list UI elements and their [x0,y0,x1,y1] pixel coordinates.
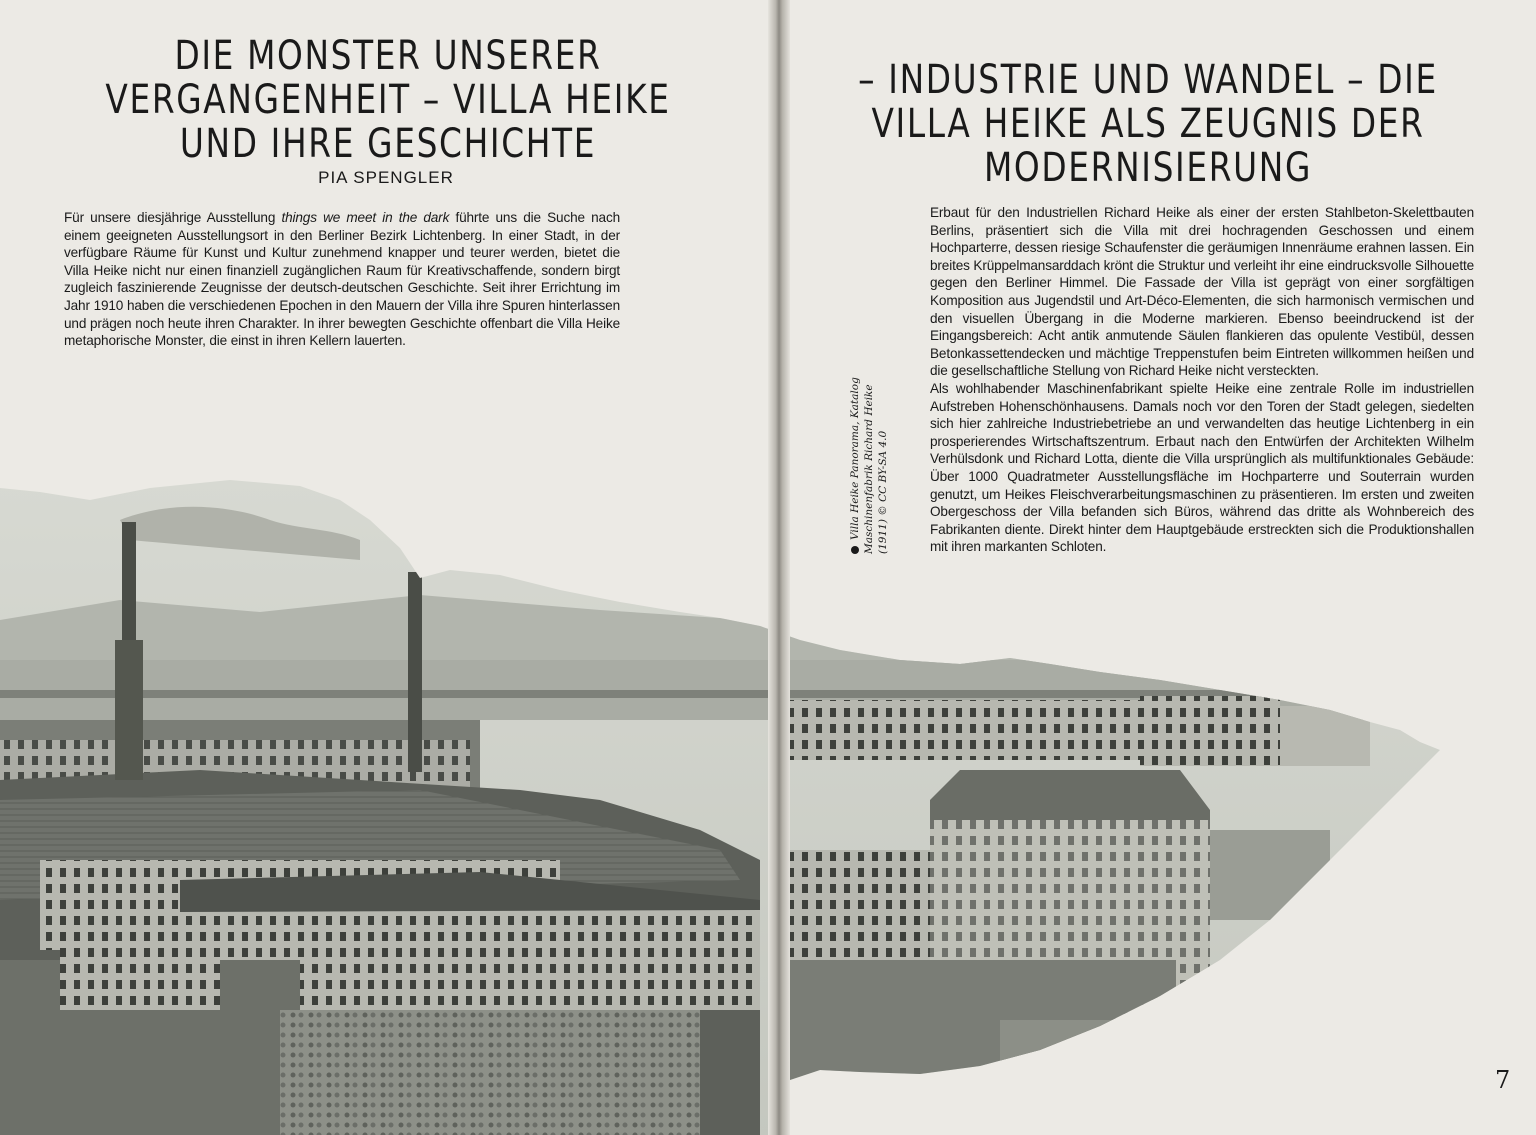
author-name: PIA SPENGLER [318,168,454,187]
bullet-icon [851,546,859,554]
right-page-body [930,204,1474,556]
exhibition-title: things we meet in the dark [281,210,450,225]
left-page-title: DIE MONSTER UNSERER VERGANGENHEIT – VILLA HEIKE UND IHRE GESCHICHTE [105,33,671,167]
right-page-title: – INDUSTRIE UND WANDEL – DIE VILLA HEIKE ALS ZEUGNIS DER MODERNISIERUNG [858,57,1438,191]
right-page-paragraph-1: Erbaut für den Industriellen Richard Heike als einer der ersten Stahlbeton-Skelettbauten Berlins, präsentiert sich die Villa mit drei hochragenden Geschossen und einem Hochparterre, dessen riesige Schaufenster die geräumigen Innenräume erahnen lassen. Ein breites Krüppelmansarddach krönt die Struktur und verleiht ihr eine eindrucksvolle Silhouette gegen den Berliner Himmel. Die Fassade der Villa ist geprägt von einer sorgfältigen Komposition aus Jugendstil und Art-Déco-Elementen, die sich harmonisch vermischen und den visuellen Übergang in die Moderne markieren. Ebenso beeindruckend ist der Eingangsbereich: Acht antik anmutende Säulen flankieren das opulente Vestibül, dessen Betonkassettendecken und mächtige Treppenstufen beim Eintreten willkommen heißen und die gesellschaftliche Stellung von Richard Heike nicht versteckten. [930,205,1474,379]
page-number: 7 [1495,1066,1511,1094]
image-caption: Villa Heike Panorama, Katalog Maschinenfabrik Richard Heike (1911) © CC BY-SA 4.0 [849,377,889,554]
right-page-paragraph-2: Als wohlhabender Maschinenfabrikant spielte Heike eine zentrale Rolle im industriellen Aufstreben Hohenschönhausens. Damals noch vor den Toren der Stadt gelegen, siedelten sich hier zahlreiche Industriebetriebe an und verwandelten das heutige Lichtenberg in ein prosperierendes Wirtschaftszentrum. Erbaut nach den Entwürfen der Architekten Wilhelm Verhülsdonk und Richard Lotta, diente die Villa ursprünglich als multifunktionales Gebäude: Über 1000 Quadratmeter Ausstellungsfläche im Hochparterre und Souterrain wurden genutzt, um Heikes Fleischverarbeitungsmaschinen zu präsentieren. Im ersten und zweiten Obergeschoss der Villa befanden sich Büros, während das dritte als Wohnbereich des Fabrikanten diente. Direkt hinter dem Hauptgebäude erstreckten sich die Produktionshallen mit ihren markanten Schloten. [930,380,1474,555]
book-gutter [768,0,790,1135]
left-page-body: Für unsere diesjährige Ausstellung things we meet in the dark führte uns die Suche nach einem geeigneten Ausstellungsort in den Berliner Bezirk Lichtenberg. In einer Stadt, in der verfügbare Räume für Kunst und Kultur zunehmend knapper und teurer werden, bietet die Villa Heike nicht nur einen finanziell zugänglichen Raum für Kreativschaffende, sondern birgt zugleich faszinierende Zeugnisse der deutsch-deutschen Geschichte. Seit ihrer Errichtung im Jahr 1910 haben die verschiedenen Epochen in den Mauern der Villa ihre Spuren hinterlassen und prägen noch heute ihren Charakter. In ihrer bewegten Geschichte offenbart die Villa Heike metaphorische Monster, die einst in ihren Kellern lauerten. [64,210,621,349]
